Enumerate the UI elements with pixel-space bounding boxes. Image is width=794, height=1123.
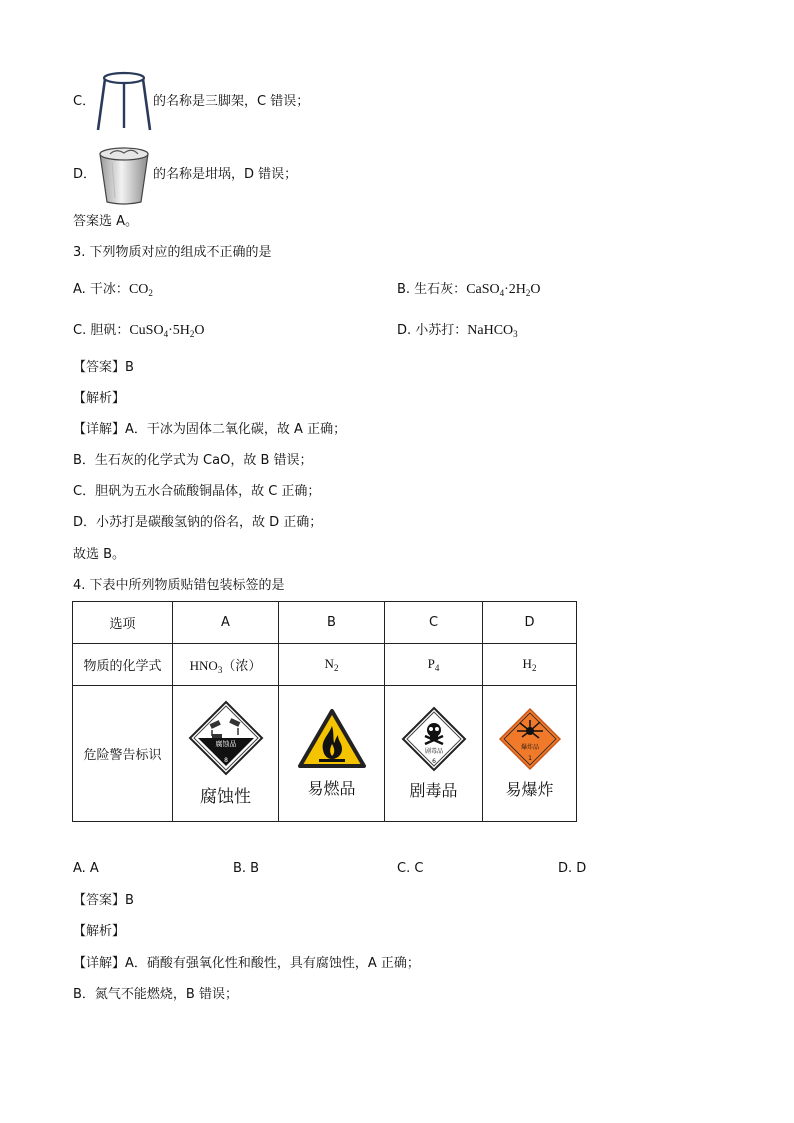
caption-flammable: 易燃品: [307, 779, 356, 798]
caption-explosive: 易爆炸: [505, 780, 554, 799]
item-d-text: 的名称是坩埚，D 错误；: [153, 167, 298, 182]
item-d-letter: D．: [73, 167, 97, 182]
q4-option-b: B. B: [233, 861, 260, 876]
q3-option-c: C. 胆矾：$CuSO_4\cdot 5H_2O$: [73, 323, 205, 339]
col-header-a: A: [173, 602, 279, 644]
answer-line: 答案选 A。: [73, 214, 139, 229]
corrosive-class-number: 8: [223, 757, 228, 764]
q3-conclusion: 故选 B。: [73, 547, 126, 562]
q4-option-d: D. D: [558, 861, 587, 876]
caption-corrosive: 腐蚀性: [200, 787, 251, 807]
q4-answer: 【答案】B: [73, 893, 134, 908]
flammable-sign-icon: [297, 708, 367, 770]
col-header-b: B: [279, 602, 385, 644]
q3-answer: 【答案】B: [73, 360, 134, 375]
item-c-text: 的名称是三脚架，C 错误；: [153, 94, 310, 109]
tripod-icon: [95, 68, 153, 134]
caption-toxic: 剧毒品: [409, 781, 458, 800]
col-header-d: D: [483, 602, 577, 644]
q3-analysis-tag: 【解析】: [73, 391, 126, 406]
q3-stem: 3. 下列物质对应的组成不正确的是: [73, 245, 272, 260]
toxic-sign-icon: [401, 706, 467, 772]
corrosive-inner-label: 腐蚀品: [215, 740, 236, 748]
q4-detail-line-b: B．氮气不能燃烧，B 错误；: [73, 987, 238, 1002]
explosive-class-number: 1: [527, 755, 532, 762]
sign-cell-d: [483, 686, 577, 822]
q3-detail-line-a: 【详解】A．干冰为固体二氧化碳，故 A 正确；: [73, 422, 347, 437]
q4-option-a: A. A: [73, 861, 99, 876]
sign-cell-c: [385, 686, 483, 822]
item-c-letter: C．: [73, 94, 96, 109]
sign-cell-a: [173, 686, 279, 822]
formula-b: $N_2$: [279, 644, 385, 686]
crucible-icon: [96, 144, 152, 206]
row-header-formula: 物质的化学式: [73, 644, 173, 686]
explosive-inner-label: 爆炸品: [520, 744, 539, 751]
row-header-sign: 危险警告标识: [73, 686, 173, 822]
q4-detail-line-a: 【详解】A．硝酸有强氧化性和酸性，具有腐蚀性，A 正确；: [73, 956, 420, 971]
row-header-option: 选项: [73, 602, 173, 644]
corrosive-sign-icon: [188, 700, 264, 776]
toxic-inner-label: 剧毒品: [424, 748, 443, 755]
formula-d: $H_2$: [483, 644, 577, 686]
formula-c: $P_4$: [385, 644, 483, 686]
q3-detail-line-c: C．胆矾为五水合硫酸铜晶体，故 C 正确；: [73, 484, 321, 499]
q4-analysis-tag: 【解析】: [73, 924, 126, 939]
toxic-class-number: 6: [431, 758, 436, 765]
col-header-c: C: [385, 602, 483, 644]
hazard-table: [72, 601, 577, 822]
q3-detail-line-b: B．生石灰的化学式为 CaO，故 B 错误；: [73, 453, 313, 468]
q4-stem: 4. 下表中所列物质贴错包装标签的是: [73, 578, 285, 593]
sign-cell-b: [279, 686, 385, 822]
q3-option-b: B. 生石灰：$CaSO_4\cdot 2H_2O$: [397, 282, 541, 298]
q3-option-d: D. 小苏打：NaHCO$_3$: [397, 323, 518, 339]
q3-option-a: A. 干冰：$CO_2$: [73, 282, 153, 298]
q3-detail-line-d: D．小苏打是碳酸氢钠的俗名，故 D 正确；: [73, 515, 323, 530]
q4-option-c: C. C: [397, 861, 424, 876]
formula-a: $HNO_3$（浓）: [173, 644, 279, 686]
explosive-sign-icon: [498, 707, 562, 771]
